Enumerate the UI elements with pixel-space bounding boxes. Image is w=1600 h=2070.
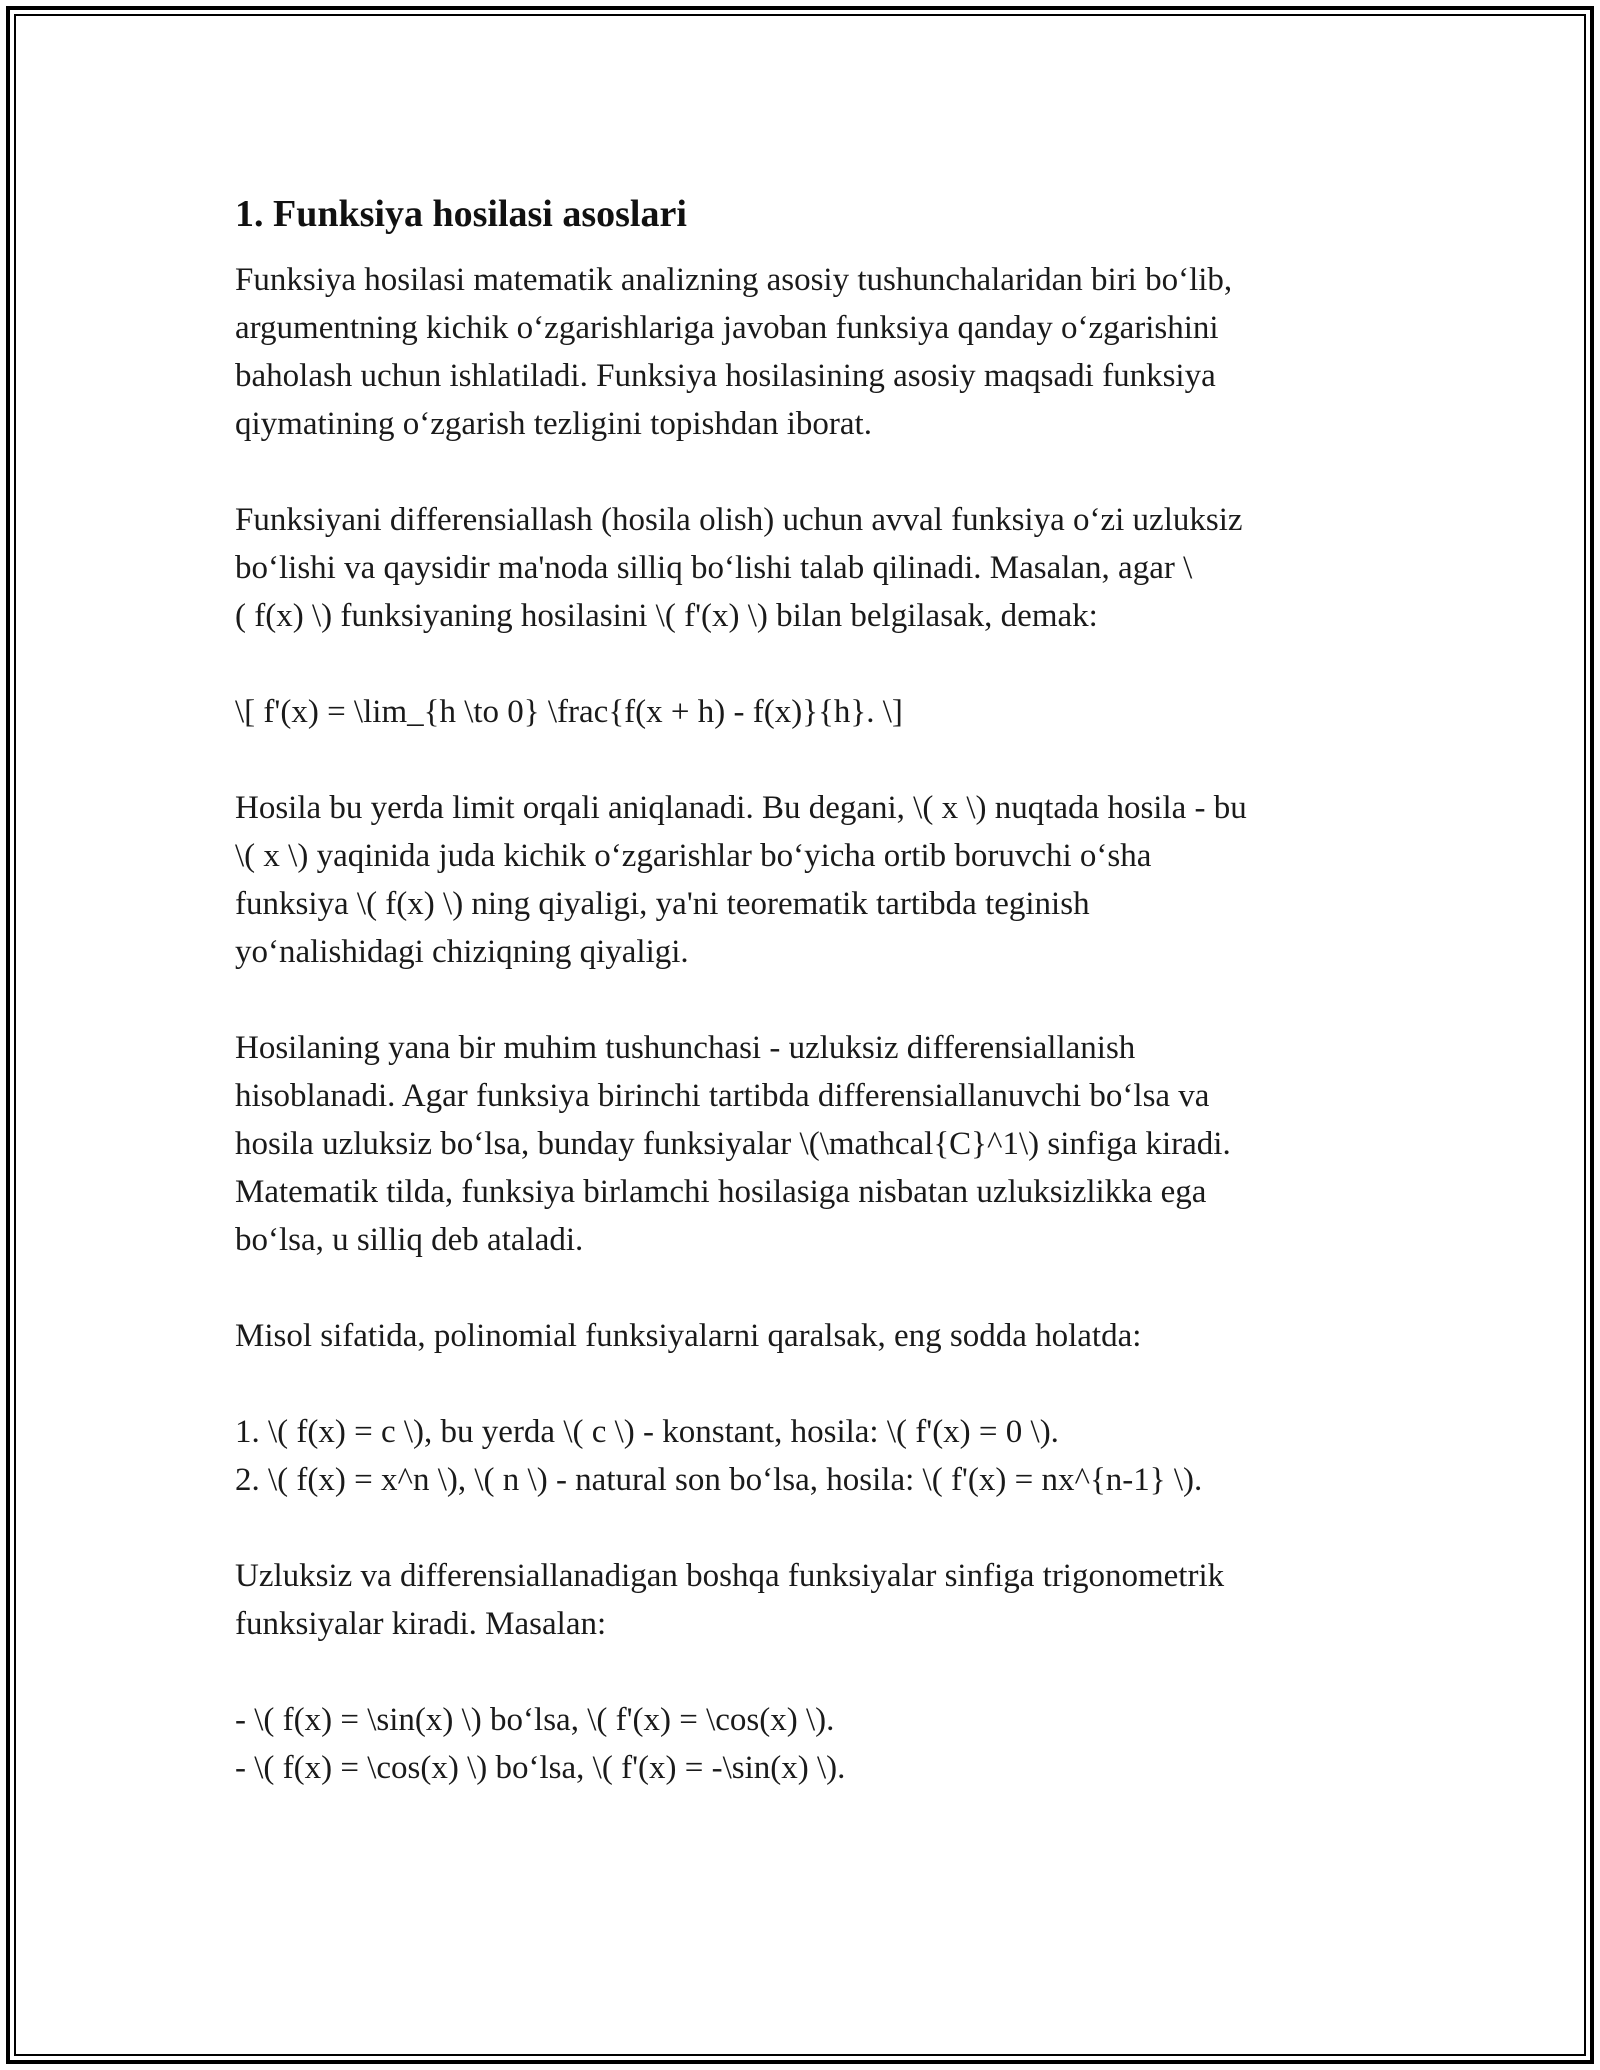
list-polynomial-examples: 1. \( f(x) = c \), bu yerda \( c \) - konstant, hosila: \( f'(x) = 0 \). 2. \( f(x) = x^n \), \( n \) - natural son bo‘lsa, hosila: \( f'(x) = nx^{n-1} \). (235, 1414, 1203, 1498)
paragraph-differentiation: Funksiyani differensiallash (hosila olish) uchun avval funksiya o‘zi uzluksiz bo‘lishi va qaysidir ma'noda silliq bo‘lishi talab qilinadi. Masalan, agar \ ( f(x) \) funksiyaning hosilasini \( f'(x) \) bilan belgilasak, demak: (235, 502, 1243, 634)
paragraph-trigonometric-intro: Uzluksiz va differensiallanadigan boshqa funksiyalar sinfiga trigonometrik funksiyalar kiradi. Masalan: (235, 1558, 1225, 1642)
paragraph-intro: Funksiya hosilasi matematik analizning asosiy tushunchalaridan biri bo‘lib, argumentning kichik o‘zgarishlariga javoban funksiya qanday o‘zgarishini baholash uchun ishlatiladi. Funksiya hosilasining asosiy maqsadi funksiya qiymatining o‘zgarish tezligini topishdan iborat. (235, 262, 1233, 442)
formula-limit-definition: \[ f'(x) = \lim_{h \to 0} \frac{f(x + h) - f(x)}{h}. \] (235, 694, 903, 730)
section-heading: 1. Funksiya hosilasi asoslari (235, 193, 687, 235)
document-body (235, 188, 1385, 1792)
paragraph-continuous-differentiability: Hosilaning yana bir muhim tushunchasi - uzluksiz differensiallanish hisoblanadi. Agar funksiya birinchi tartibda differensiallanuvchi bo‘lsa va hosila uzluksiz bo‘lsa, bunday funksiyalar \(\mathcal{C}^1\) sinfiga kiradi. Matematik tilda, funksiya birlamchi hosilasiga nisbatan uzluksizlikka ega bo‘lsa, u silliq deb ataladi. (235, 1030, 1231, 1258)
list-trigonometric-examples: - \( f(x) = \sin(x) \) bo‘lsa, \( f'(x) = \cos(x) \). - \( f(x) = \cos(x) \) bo‘lsa, \( f'(x) = -\sin(x) \). (235, 1702, 846, 1786)
paragraph-limit-explanation: Hosila bu yerda limit orqali aniqlanadi. Bu degani, \( x \) nuqtada hosila - bu \( x \) yaqinida juda kichik o‘zgarishlar bo‘yicha ortib boruvchi o‘sha funksiya \( f(x) \) ning qiyaligi, ya'ni teorematik tartibda teginish yo‘nalishidagi chiziqning qiyaligi. (235, 790, 1247, 970)
paragraph-polynomial-intro: Misol sifatida, polinomial funksiyalarni qaralsak, eng sodda holatda: (235, 1318, 1142, 1354)
